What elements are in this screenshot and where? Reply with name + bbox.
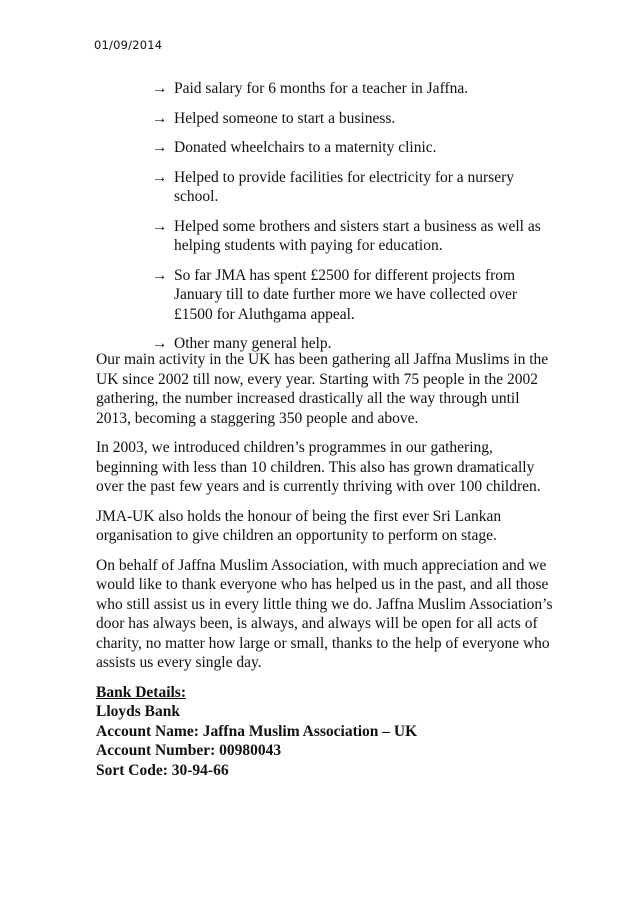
arrow-icon: →: [152, 217, 168, 235]
list-item-text: Helped to provide facilities for electricity for a nursery school.: [174, 168, 515, 205]
list-item-text: Helped someone to start a business.: [174, 109, 396, 127]
list-item: [150, 109, 550, 129]
page-date: 01/09/2014: [94, 38, 163, 52]
list-item-text: Donated wheelchairs to a maternity clinic.: [174, 139, 437, 156]
list-item: [150, 138, 550, 158]
list-item: [150, 79, 550, 99]
body-text: [96, 350, 556, 780]
paragraph-annual-gathering: Our main activity in the UK has been gathering all Jaffna Muslims in the UK since 2002 till now, every year. Starting with 75 people in the 2002 gathering, the number increased drastically all the way through until 2013, becoming a staggering 350 people and above.: [96, 351, 549, 427]
arrow-icon: →: [152, 139, 168, 156]
paragraph-performance-honour: JMA-UK also holds the honour of being the first ever Sri Lankan organisation to give children an opportunity to perform on stage.: [96, 507, 502, 544]
list-item: [150, 168, 550, 207]
achievements-list: [150, 79, 550, 364]
bank-details: [96, 683, 556, 781]
list-item: [150, 266, 550, 325]
arrow-icon: →: [152, 168, 168, 186]
bank-details-heading: Bank Details:: [96, 683, 186, 701]
list-item-text: Helped some brothers and sisters start a business as well as helping students with paying for education.: [174, 217, 541, 254]
bank-name: Lloyds Bank: [96, 703, 181, 720]
paragraph-childrens-programmes: In 2003, we introduced children’s programmes in our gathering, beginning with less than 10 children. This also has grown dramatically over the past few years and is currently thriving with over 100 children.: [96, 439, 541, 495]
arrow-icon: →: [152, 109, 168, 127]
account-number: Account Number: 00980043: [96, 742, 282, 759]
sort-code: Sort Code: 30-94-66: [96, 761, 229, 779]
paragraph-thanks: On behalf of Jaffna Muslim Association, with much appreciation and we would like to thank everyone who has helped us in the past, and all those who still assist us in every little thing we do. Jaffna Muslim Association’s door has always been, is always, and always will be open for all acts of charity, no matter how large or small, thanks to the help of everyone who assists us every single day.: [96, 556, 553, 671]
list-item-text: So far JMA has spent £2500 for different projects from January till to date further more we have collected over £1500 for Aluthgama appeal.: [174, 266, 518, 323]
list-item-text: Other many general help.: [174, 335, 332, 352]
account-name: Account Name: Jaffna Muslim Association – UK: [96, 722, 418, 740]
arrow-icon: →: [152, 266, 168, 284]
arrow-icon: →: [152, 80, 168, 97]
arrow-icon: →: [152, 335, 168, 352]
list-item-text: Paid salary for 6 months for a teacher in Jaffna.: [174, 80, 469, 97]
list-item: [150, 217, 550, 256]
